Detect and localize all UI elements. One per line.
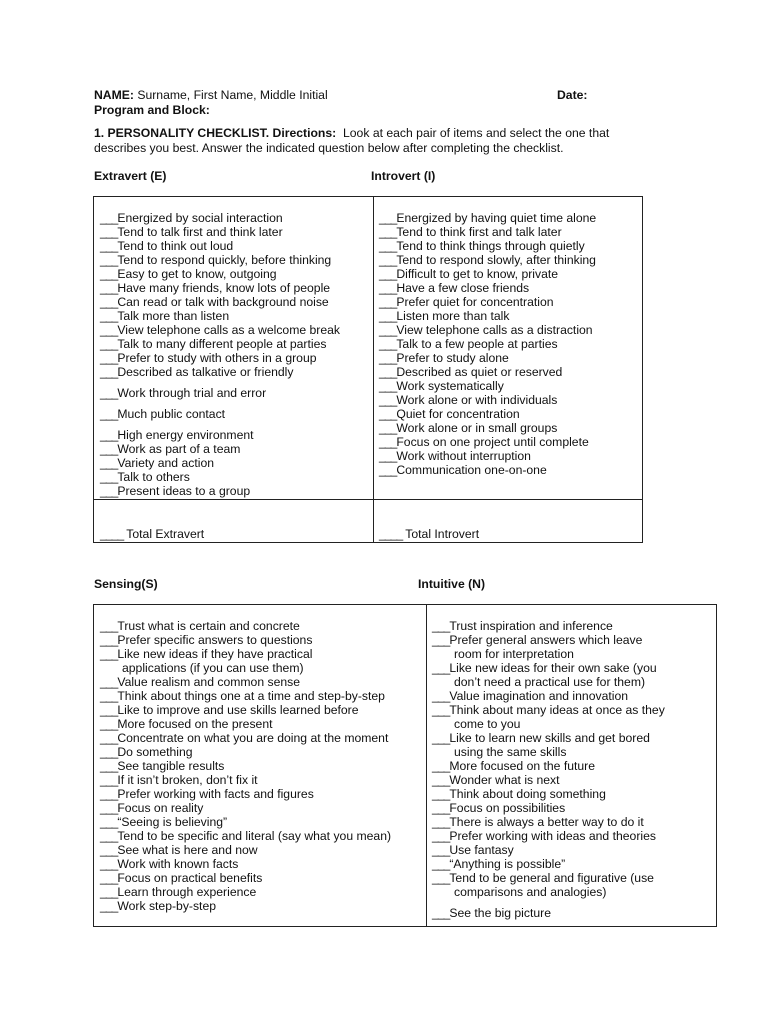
list-item[interactable]: ___Prefer quiet for concentration xyxy=(379,295,554,309)
list-item[interactable]: ___Work with known facts xyxy=(100,857,239,871)
list-item[interactable]: ___Focus on possibilities xyxy=(432,801,566,815)
list-item[interactable]: ___Talk to others xyxy=(100,470,190,484)
list-item[interactable]: ___Focus on one project until complete xyxy=(379,435,589,449)
list-item[interactable]: ___Focus on practical benefits xyxy=(100,871,263,885)
list-item[interactable]: ___Prefer specific answers to questions xyxy=(100,633,313,647)
list-item[interactable]: ___Focus on reality xyxy=(100,801,204,815)
extravert-heading: Extravert (E) xyxy=(94,169,167,183)
list-item[interactable]: ___“Anything is possible” xyxy=(432,857,566,871)
list-item[interactable]: ___Work as part of a team xyxy=(100,442,241,456)
list-item[interactable]: ___Prefer to study with others in a group xyxy=(100,351,317,365)
list-item[interactable]: ___Work without interruption xyxy=(379,449,531,463)
list-item[interactable]: ___“Seeing is believing” xyxy=(100,815,228,829)
list-item[interactable]: ___Like new ideas for their own sake (you xyxy=(432,661,657,675)
list-item[interactable]: ___High energy environment xyxy=(100,428,254,442)
list-item-continued: don’t need a practical use for them) xyxy=(454,675,646,689)
name-line xyxy=(94,88,328,102)
list-item[interactable]: ___Like to learn new skills and get bored xyxy=(432,731,650,745)
section-directions xyxy=(94,126,609,140)
list-item[interactable]: ___Tend to be general and figurative (use xyxy=(432,871,654,885)
list-item[interactable]: ___Tend to be specific and literal (say what you mean) xyxy=(100,829,392,843)
list-item[interactable]: ___More focused on the present xyxy=(100,717,273,731)
list-item[interactable]: ___Variety and action xyxy=(100,456,214,470)
list-item[interactable]: ___Energized by having quiet time alone xyxy=(379,211,597,225)
total-introvert-label: Total Introvert xyxy=(405,527,480,541)
list-item[interactable]: ___Work alone or with individuals xyxy=(379,393,558,407)
list-item[interactable]: ___Prefer to study alone xyxy=(379,351,509,365)
list-item[interactable]: ___View telephone calls as a distraction xyxy=(379,323,593,337)
list-item[interactable]: ___Do something xyxy=(100,745,193,759)
sn-checklist-table xyxy=(93,604,717,927)
list-item[interactable]: ___Talk to many different people at parties xyxy=(100,337,327,351)
list-item[interactable]: ___More focused on the future xyxy=(432,759,596,773)
list-item[interactable]: ___Energized by social interaction xyxy=(100,211,283,225)
list-item[interactable]: ___Prefer working with ideas and theories xyxy=(432,829,656,843)
total-extravert[interactable]: ____ Total Extravert xyxy=(100,527,205,541)
list-item[interactable]: ___Tend to think things through quietly xyxy=(379,239,585,253)
list-item[interactable]: ___Concentrate on what you are doing at the moment xyxy=(100,731,389,745)
list-item[interactable]: ___See what is here and now xyxy=(100,843,258,857)
list-item[interactable]: ___Tend to think out loud xyxy=(100,239,234,253)
list-item[interactable]: ___Listen more than talk xyxy=(379,309,510,323)
intuitive-heading: Intuitive (N) xyxy=(418,577,486,591)
list-item[interactable]: ___Described as quiet or reserved xyxy=(379,365,563,379)
list-item[interactable]: ___Difficult to get to know, private xyxy=(379,267,559,281)
list-item[interactable]: ___Tend to respond slowly, after thinking xyxy=(379,253,596,267)
list-item[interactable]: ___View telephone calls as a welcome break xyxy=(100,323,341,337)
list-item[interactable]: ___Work systematically xyxy=(379,379,504,393)
sensing-heading: Sensing(S) xyxy=(94,577,158,591)
date-label: Date: xyxy=(557,88,588,102)
list-item[interactable]: ___Trust inspiration and inference xyxy=(432,619,613,633)
list-item[interactable]: ___Value imagination and innovation xyxy=(432,689,628,703)
list-item[interactable]: ___Quiet for concentration xyxy=(379,407,520,421)
list-item[interactable]: ___Think about things one at a time and step-by-step xyxy=(100,689,385,703)
sn-column-divider xyxy=(426,605,427,926)
list-item[interactable]: ___Tend to respond quickly, before thinking xyxy=(100,253,332,267)
list-item[interactable]: ___Have many friends, know lots of people xyxy=(100,281,331,295)
sensing-list xyxy=(100,619,391,913)
list-item[interactable]: ___Work step-by-step xyxy=(100,899,217,913)
list-item[interactable]: ___Think about doing something xyxy=(432,787,606,801)
list-item[interactable]: ___Prefer working with facts and figures xyxy=(100,787,314,801)
name-value: Surname, First Name, Middle Initial xyxy=(137,88,328,102)
directions-line-2: describes you best. Answer the indicated question below after completing the checklist. xyxy=(94,141,564,155)
ei-total-divider xyxy=(94,499,642,500)
list-item[interactable]: ___If it isn’t broken, don’t fix it xyxy=(100,773,258,787)
list-item[interactable]: ___Like new ideas if they have practical xyxy=(100,647,313,661)
directions-line-1: Look at each pair of items and select the one that xyxy=(343,126,610,140)
list-item[interactable]: ___Work alone or in small groups xyxy=(379,421,558,435)
list-item-continued: applications (if you can use them) xyxy=(122,661,304,675)
list-item[interactable]: ___Tend to think first and talk later xyxy=(379,225,562,239)
list-item[interactable]: ___Work through trial and error xyxy=(100,386,267,400)
ei-checklist-table xyxy=(93,196,643,543)
list-item-continued: comparisons and analogies) xyxy=(454,885,607,899)
list-item-continued: room for interpretation xyxy=(454,647,574,661)
list-item[interactable]: ___Think about many ideas at once as they xyxy=(432,703,665,717)
list-item[interactable]: ___Have a few close friends xyxy=(379,281,530,295)
list-item[interactable]: ___Tend to talk first and think later xyxy=(100,225,283,239)
introvert-heading: Introvert (I) xyxy=(371,169,436,183)
list-item[interactable]: ___See the big picture xyxy=(432,906,551,920)
total-introvert[interactable]: ____ Total Introvert xyxy=(379,527,480,541)
list-item[interactable]: ___Learn through experience xyxy=(100,885,257,899)
list-item[interactable]: ___Described as talkative or friendly xyxy=(100,365,294,379)
list-item[interactable]: ___Talk more than listen xyxy=(100,309,230,323)
list-item[interactable]: ___Use fantasy xyxy=(432,843,514,857)
list-item[interactable]: ___Talk to a few people at parties xyxy=(379,337,558,351)
total-extravert-label: Total Extravert xyxy=(126,527,205,541)
list-item[interactable]: ___There is always a better way to do it xyxy=(432,815,644,829)
list-item[interactable]: ___Like to improve and use skills learned before xyxy=(100,703,359,717)
list-item[interactable]: ___Present ideas to a group xyxy=(100,484,251,498)
list-item[interactable]: ___Wonder what is next xyxy=(432,773,560,787)
program-label: Program and Block: xyxy=(94,103,210,117)
section-title: 1. PERSONALITY CHECKLIST. Directions: xyxy=(94,126,337,140)
extravert-list xyxy=(100,211,340,498)
list-item[interactable]: ___Communication one-on-one xyxy=(379,463,547,477)
list-item[interactable]: ___Can read or talk with background noise xyxy=(100,295,329,309)
introvert-list xyxy=(379,211,596,477)
list-item-continued: using the same skills xyxy=(454,745,567,759)
list-item[interactable]: ___Trust what is certain and concrete xyxy=(100,619,300,633)
name-label: NAME: xyxy=(94,88,134,102)
ei-column-divider xyxy=(373,197,374,542)
list-item[interactable]: ___See tangible results xyxy=(100,759,225,773)
list-item[interactable]: ___Much public contact xyxy=(100,407,226,421)
list-item[interactable]: ___Prefer general answers which leave xyxy=(432,633,643,647)
list-item[interactable]: ___Value realism and common sense xyxy=(100,675,301,689)
intuitive-list xyxy=(432,619,665,920)
list-item-continued: come to you xyxy=(454,717,521,731)
list-item[interactable]: ___Easy to get to know, outgoing xyxy=(100,267,277,281)
